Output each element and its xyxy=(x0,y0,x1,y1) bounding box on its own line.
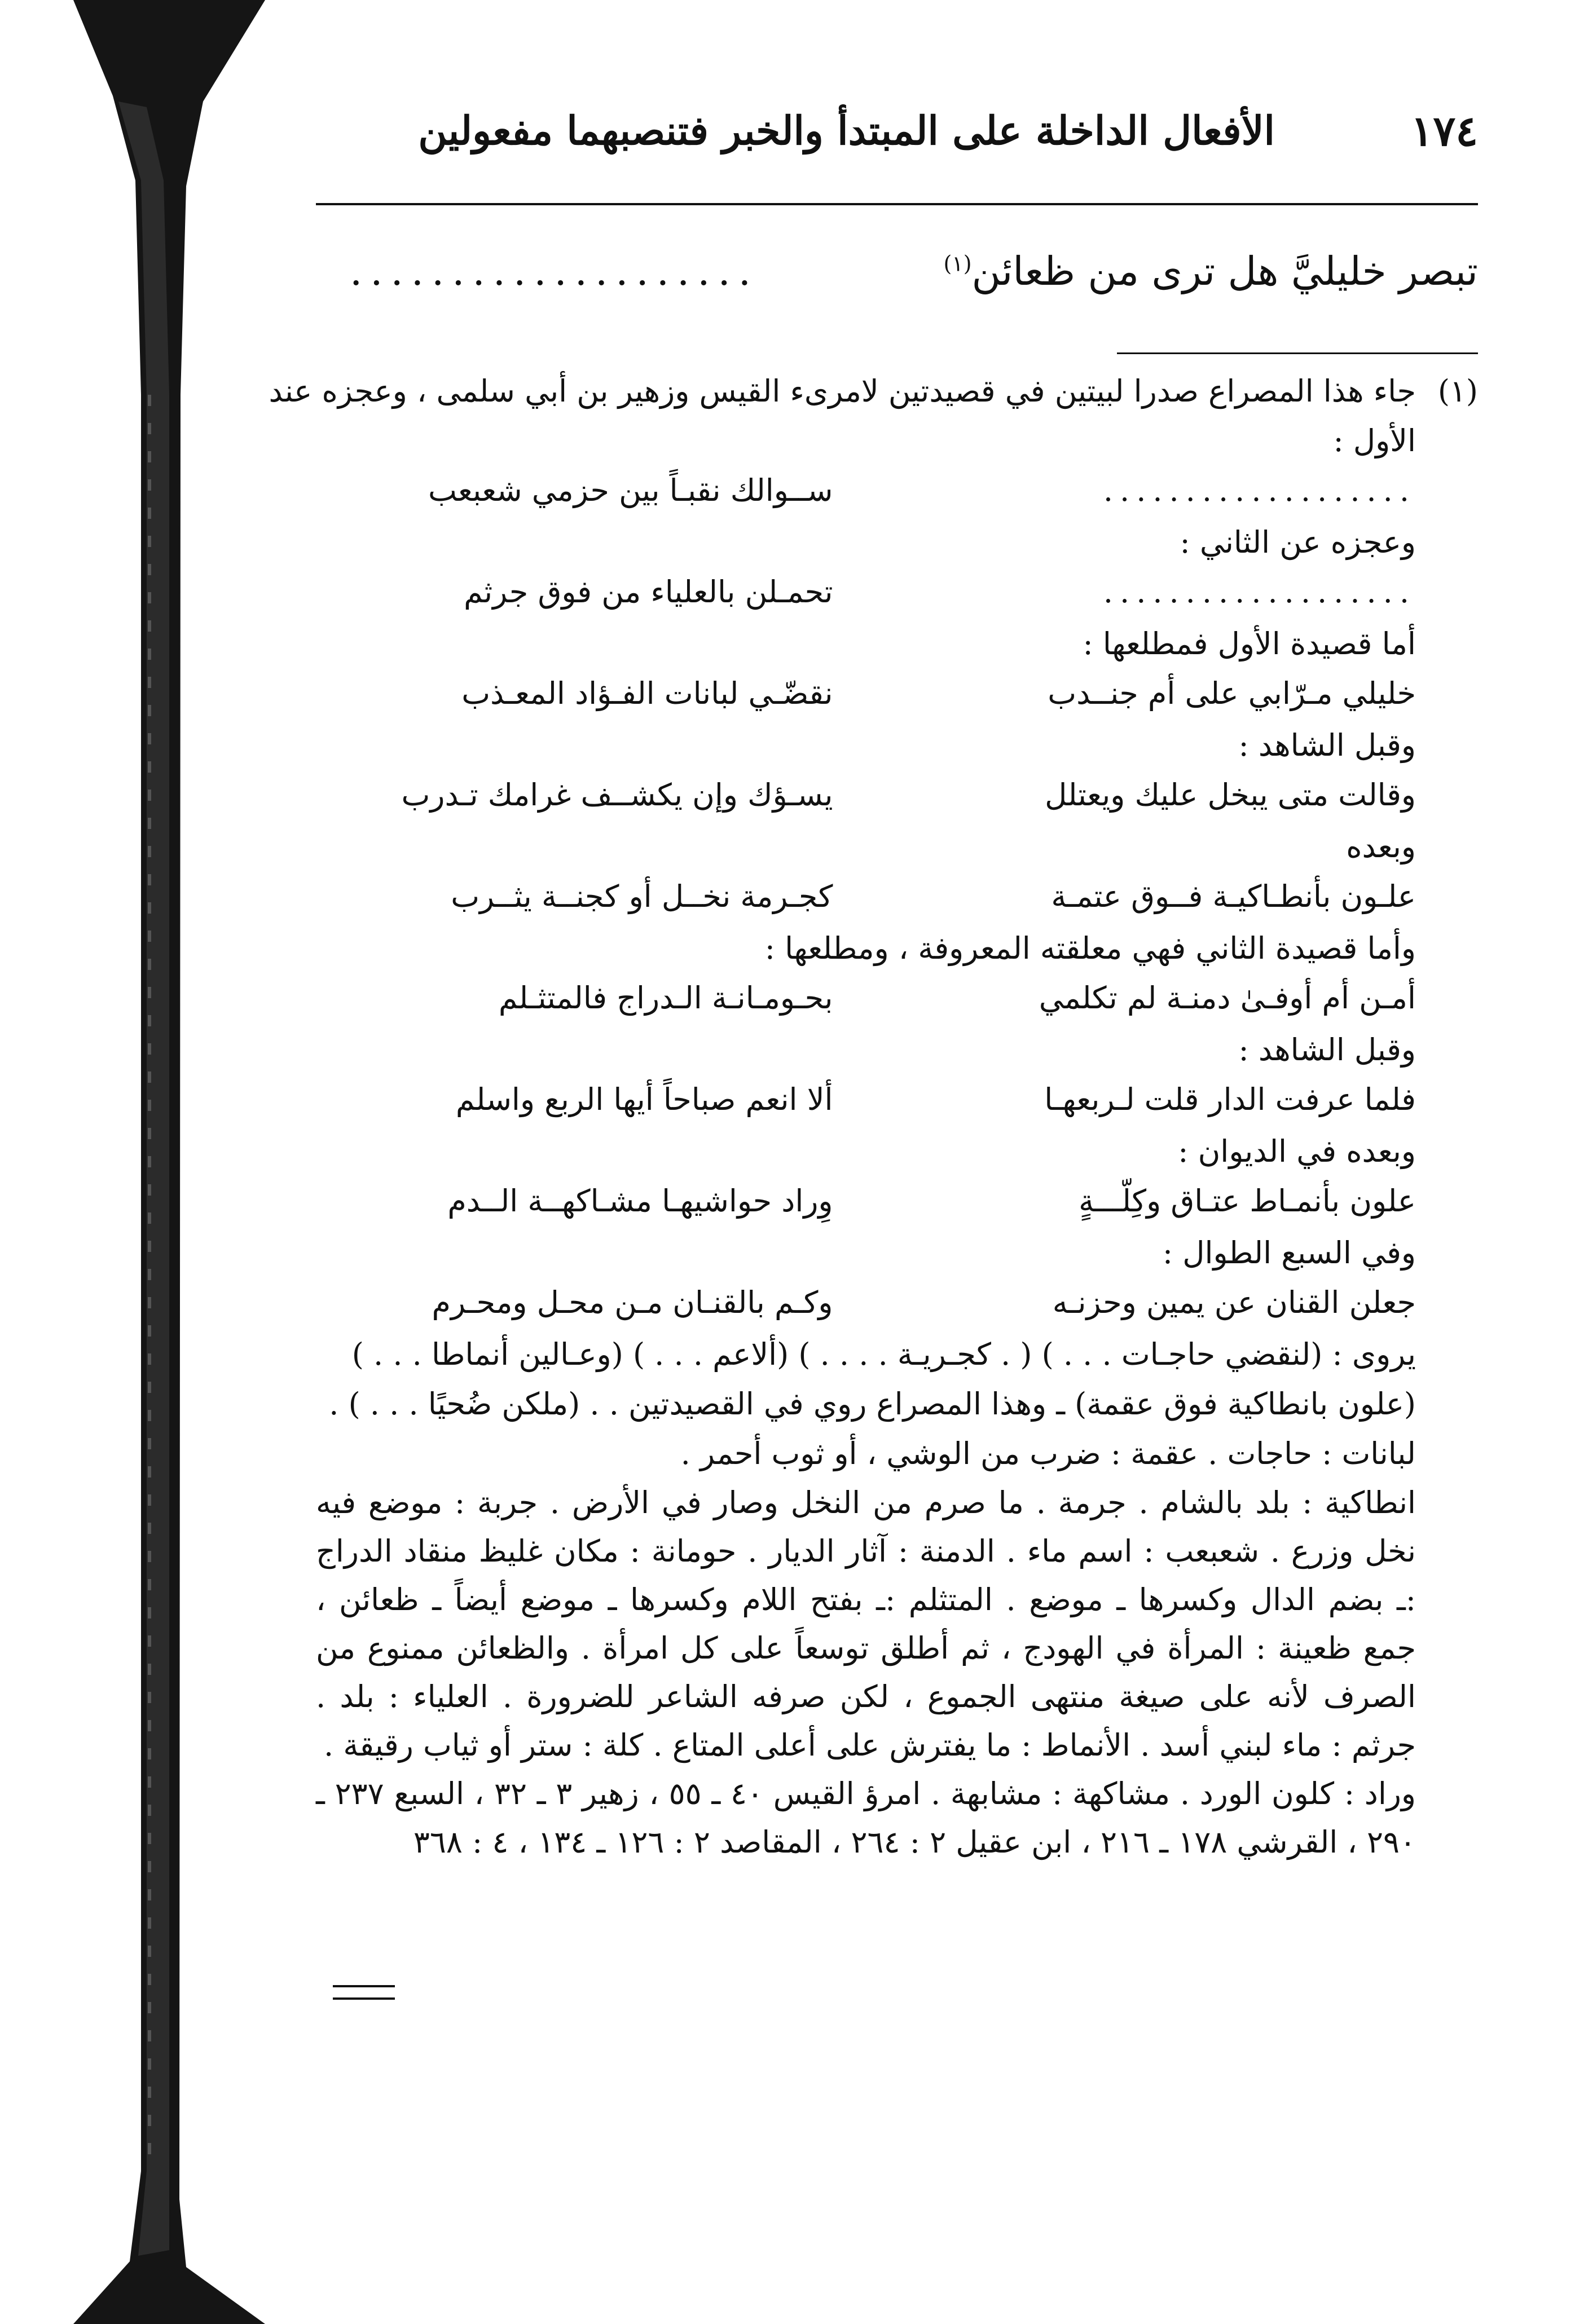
continuation-mark xyxy=(333,1985,395,2000)
glossary-line: لبانات : حاجات . عقمة : ضرب من الوشي ، أو ثوب أحمر . xyxy=(680,1436,1416,1471)
verse-line xyxy=(316,1075,1478,1127)
footnote-rule xyxy=(1117,352,1478,354)
verse-hemistich-left: نقضّـي لبانات الفـؤاد المعـذب xyxy=(461,676,833,711)
verse-hemistich-left: كجـرمة نخــل أو كجنــة يثــرب xyxy=(451,879,833,914)
main-verse xyxy=(350,242,1478,316)
verse-hemistich-right: وقالت متى يبخل عليك ويعتلل xyxy=(1045,777,1416,813)
sources-paragraph: وراد : كلون الورد . مشاكهة : مشابهة . امرؤ القيس ٤٠ ـ ٥٥ ، زهير ٣ ـ ٣٢ ، السبع ٢٣٧ ـ ٢٩٠ ، القرشي ١٧٨ ـ ٢١٦ ، ابن عقيل ٢ : ٢٦٤ ، المقاصد ٢ : ١٢٦ ـ ١٣٤ ، ٤ : ٣٦٨ xyxy=(316,1776,1416,1860)
verse-line xyxy=(316,567,1478,619)
verse-hemistich-left: وكـم بالقنـان مـن محـل ومحـرم xyxy=(432,1285,833,1320)
verse-hemistich-right: أمـن أم أوفـىٰ دمنـة لم تكلمي xyxy=(1039,980,1416,1016)
verse-hemistich-right: ................... xyxy=(1103,473,1416,508)
footnote-text-line: وقبل الشاهد : xyxy=(1238,1032,1416,1068)
main-verse-first-hemistich: تبصر خليليَّ هل ترى من ظعائن$^{(١)}$ xyxy=(943,248,1478,294)
verse-line xyxy=(316,1278,1478,1330)
verse-hemistich-right: خليلي مـرّابي على أم جنــدب xyxy=(1048,676,1416,711)
footnote-text-line: وقبل الشاهد : xyxy=(1238,727,1416,763)
verse-hemistich-right: ................... xyxy=(1103,574,1416,610)
verse-line xyxy=(316,872,1478,924)
verse-hemistich-right: جعلن القنان عن يمين وحزنـه xyxy=(1052,1285,1416,1320)
running-title: الأفعال الداخلة على المبتدأ والخبر فتنصبهما مفعولين xyxy=(418,107,1275,154)
footnote-marker: (١) xyxy=(1437,373,1478,409)
page-header xyxy=(316,85,1478,164)
book-page xyxy=(269,0,1478,2324)
footnote-intro-line: (١)جاء هذا المصراع صدرا لبيتين في قصيدتين لامرىء القيس وزهير بن أبي سلمى ، وعجزه عند xyxy=(316,367,1478,416)
footnote-text-line: وفي السبع الطوال : xyxy=(1162,1235,1416,1271)
verse-hemistich-left: وِراد حواشيهـا مشـاكهــة الــدم xyxy=(447,1183,833,1219)
verse-hemistich-left: تحمـلن بالعلياء من فوق جرثم xyxy=(464,574,833,610)
variants-line: (علون بانطاكية فوق عقمة) ـ وهذا المصراع روي في القصيدتين . . (ملكن ضُحيًا . . . ) . xyxy=(329,1386,1416,1422)
footnote-text-line: وعجزه عن الثاني : xyxy=(1180,524,1416,560)
footnote-text-line: وبعده في الديوان : xyxy=(1178,1134,1416,1169)
verse-hemistich-left: ألا انعم صباحاً أيها الربع واسلم xyxy=(455,1082,833,1117)
verse-line xyxy=(316,770,1478,822)
page-number: ١٧٤ xyxy=(1410,107,1478,156)
footnote-text-line: وبعده xyxy=(1346,829,1416,865)
footnote-text-line: الأول : xyxy=(1333,423,1416,458)
verse-hemistich-right: علـون بأنطـاكيـة فــوق عتمـة xyxy=(1051,879,1416,914)
main-verse-second-hemistich: .................... xyxy=(350,248,759,294)
verse-hemistich-left: بحـومـانـة الـدراج فالمتثـلم xyxy=(498,980,833,1016)
verse-line xyxy=(316,669,1478,721)
verse-hemistich-left: يسـؤك وإن يكشــف غرامك تـدرب xyxy=(401,777,833,813)
header-rule xyxy=(316,203,1478,205)
verse-line xyxy=(316,973,1478,1025)
book-spine-shadow xyxy=(0,0,316,2324)
verse-hemistich-left: ســوالك نقبـاً بين حزمي شعبعب xyxy=(428,473,833,508)
glossary-paragraph: انطاكية : بلد بالشام . جرمة . ما صرم من النخل وصار في الأرض . جربة : موضع فيه نخل وزرع . شعبعب : اسم ماء . الدمنة : آثار الديار . حومانة : مكان غليظ منقاد الدراج :ـ بضم الدال وكسرها ـ موضع . المتثلم :ـ بفتح اللام وكسرها ـ موضع أيضاً ـ ظعائن ، جمع ظعينة : المرأة في الهودج ، ثم أطلق توسعاً على كل امرأة . والظعائن ممنوع من الصرف لأنه على صيغة منتهى الجموع ، لكن صرفه الشاعر للضرورة . العلياء : بلد . جرثم : ماء لبني أسد . الأنماط : ما يفترش على أعلى المتاع . كلة : ستر أو ثياب رقيقة . xyxy=(316,1485,1416,1763)
footnote-text-line: وأما قصيدة الثاني فهي معلقته المعروفة ، ومطلعها : xyxy=(764,931,1416,966)
footnote-reference: (١) xyxy=(943,251,972,276)
verse-hemistich-right: فلما عرفت الدار قلت لـربعهـا xyxy=(1044,1082,1416,1117)
footnote-text-line: أما قصيدة الأول فمطلعها : xyxy=(1083,626,1416,662)
verse-line xyxy=(316,1176,1478,1228)
footnote xyxy=(269,367,1478,1867)
verse-line xyxy=(316,466,1478,518)
verse-hemistich-right: علون بأنمـاط عتـاق وكِلّـــةٍ xyxy=(1079,1183,1416,1219)
variants-line: يروى : (لنقضي حاجـات . . . ) ( . كجـريـة . . . . ) (ألاعم . . . ) (وعـالين أنماطا . . . ) xyxy=(351,1337,1416,1372)
